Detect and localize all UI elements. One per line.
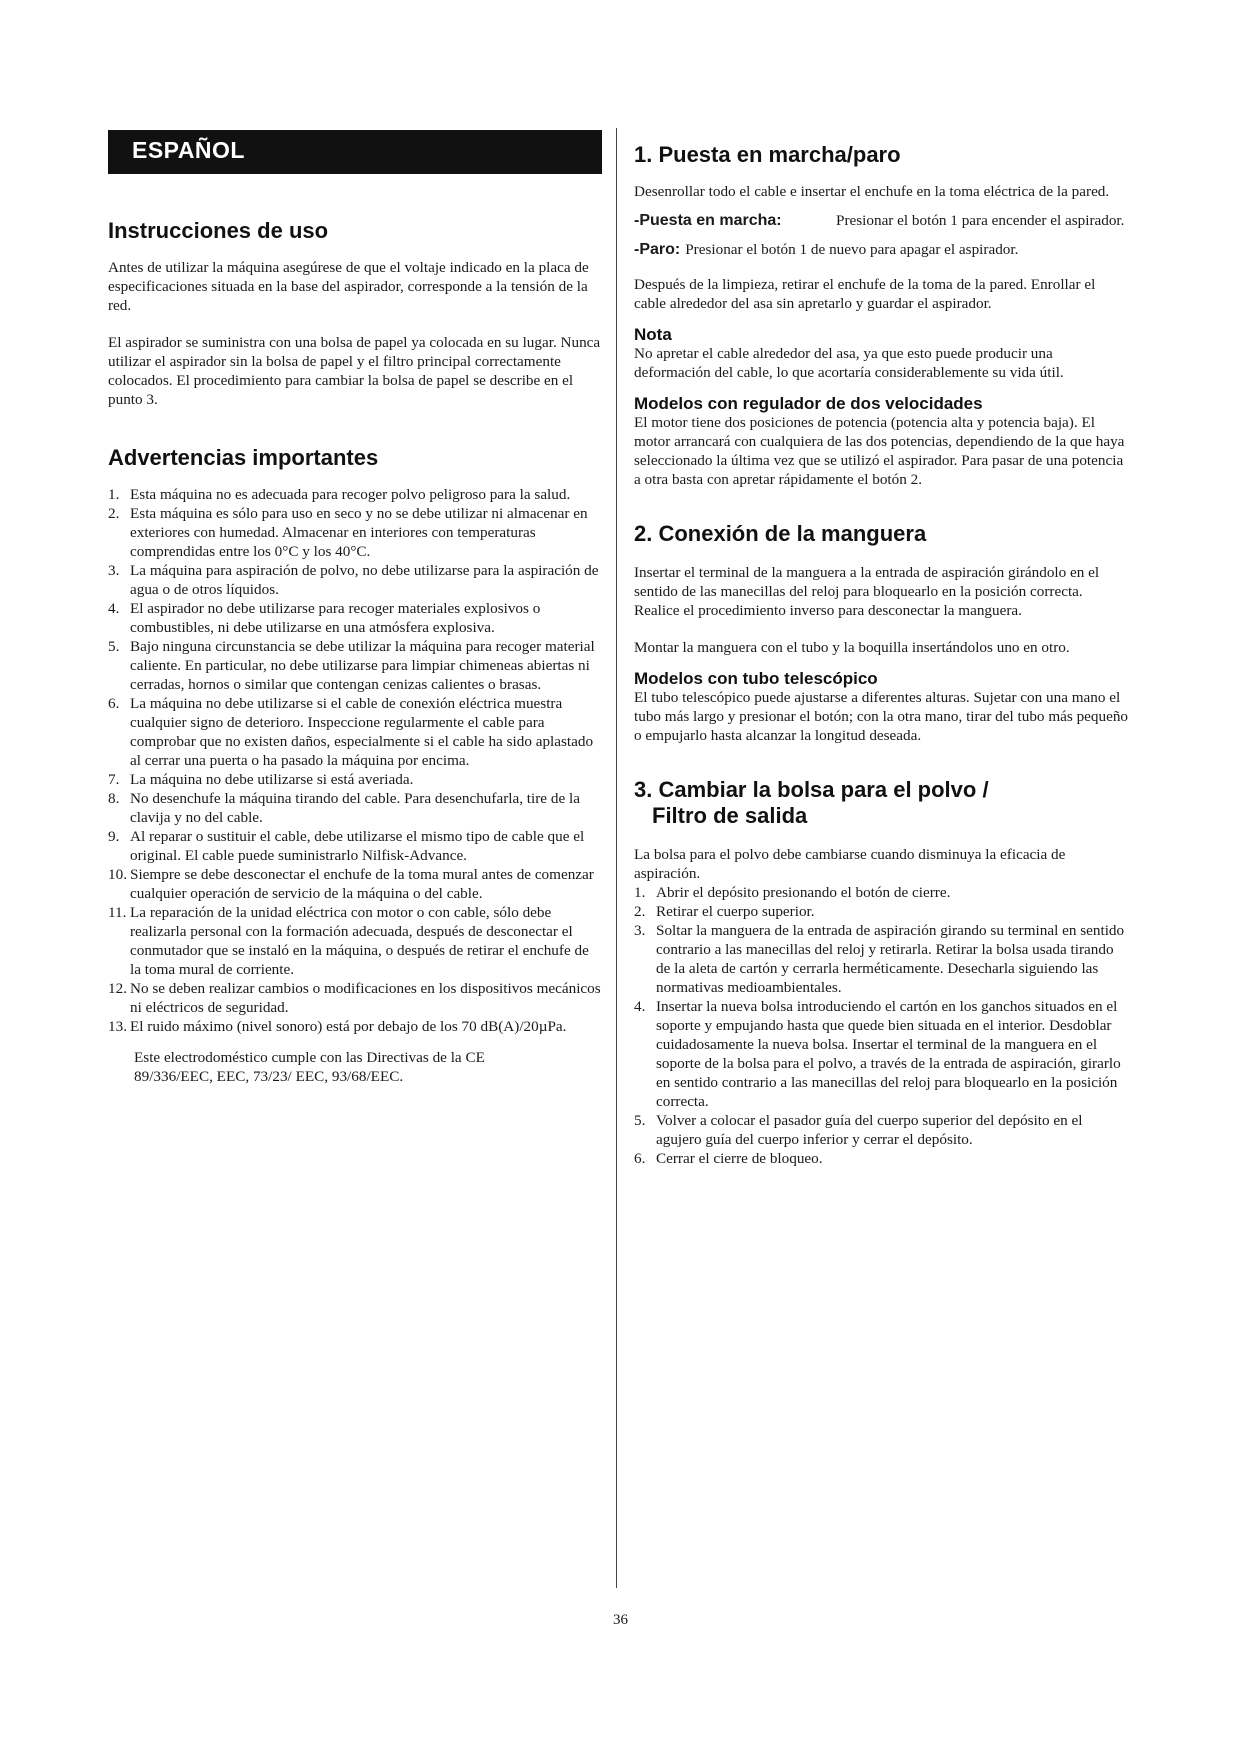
note-title: Nota: [634, 325, 672, 344]
list-item: 4. Insertar la nueva bolsa introduciendo el cartón en los ganchos situados en el soporte y empujando hasta que quede bien situada en el interior. Desdoblar cuidadosamente la nueva bolsa. Insertar el terminal de la manguera en el soporte de la bolsa para el polvo, a través de la entrada de aspiración, girarlo en sentido contrario a las manecillas del reloj para bloquearlo en la posición correcta.: [634, 998, 1121, 1110]
left-column: [108, 128, 602, 1086]
stop-instruction: [634, 240, 1130, 259]
start-text: Presionar el botón 1 para encender el aspirador.: [836, 212, 1125, 229]
warnings-title: Advertencias importantes: [108, 445, 379, 470]
list-item: 6. Cerrar el cierre de bloqueo.: [634, 1150, 823, 1167]
section-2-paragraph-1: Insertar el terminal de la manguera a la entrada de aspiración girándolo en el sentido de las manecillas del reloj para bloquearlo en la posición correcta. Realice el procedimiento inverso para desconectar la manguera.: [634, 564, 1100, 619]
two-speed-models-text: El motor tiene dos posiciones de potencia (potencia alta y potencia baja). El motor arrancará con cualquiera de las dos potencias, dependiendo de la que haya seleccionado la última vez que se utilizó el aspirador. Para pasar de una potencia a otra basta con apretar rápidamente el botón 2.: [634, 414, 1125, 488]
start-instruction: [634, 211, 1130, 230]
section-3-intro: La bolsa para el polvo debe cambiarse cuando disminuya la eficacia de aspiración.: [634, 846, 1066, 882]
list-item: 4. El aspirador no debe utilizarse para recoger materiales explosivos o combustibles, ni debe utilizarse en una atmósfera explosiva.: [108, 600, 541, 636]
list-item: 2. Retirar el cuerpo superior.: [634, 903, 815, 920]
start-label: -Puesta en marcha:: [634, 212, 782, 229]
list-item: 3. Soltar la manguera de la entrada de aspiración girando su terminal en sentido contrario a las manecillas del reloj y retirarla. Retirar la bolsa usada tirando de la aleta de cartón y cerrarla herméticamente. Desecharla siguiendo las normativas medioambientales.: [634, 922, 1125, 996]
list-item: 8. No desenchufe la máquina tirando del cable. Para desenchufarla, tire de la clavija y no del cable.: [108, 790, 580, 826]
section-3-steps: [634, 883, 1130, 1168]
two-speed-models-title: Modelos con regulador de dos velocidades: [634, 394, 983, 413]
section-1-title: 1. Puesta en marcha/paro: [634, 142, 901, 167]
list-item: 1. Esta máquina no es adecuada para recoger polvo peligroso para la salud.: [108, 486, 571, 503]
compliance-statement: Este electrodoméstico cumple con las Directivas de la CE 89/336/EEC, EEC, 73/23/ EEC, 93/68/EEC.: [134, 1049, 485, 1085]
note-text: No apretar el cable alrededor del asa, ya que esto puede producir una deformación del cable, lo que acortaría considerablemente su vida útil.: [634, 345, 1064, 381]
section-3-title: 3. Cambiar la bolsa para el polvo / Filtro de salida: [634, 777, 989, 828]
section-1-paragraph-1: Desenrollar todo el cable e insertar el enchufe en la toma eléctrica de la pared.: [634, 183, 1110, 200]
list-item: 12. No se deben realizar cambios o modificaciones en los dispositivos mecánicos ni eléctricos de seguridad.: [108, 980, 601, 1016]
list-item: 6. La máquina no debe utilizarse si el cable de conexión eléctrica muestra cualquier signo de deterioro. Inspeccione regularmente el cable para comprobar que no existen daños, especialmente si el cable ha sido aplastado al cerrar una puerta o ha pasado la máquina por encima.: [108, 695, 594, 769]
section-2-paragraph-2: Montar la manguera con el tubo y la boquilla insertándolos uno en otro.: [634, 639, 1070, 656]
list-item: 10. Siempre se debe desconectar el enchufe de la toma mural antes de comenzar cualquier operación de servicio de la máquina o del cable.: [108, 866, 594, 902]
list-item: 5. Volver a colocar el pasador guía del cuerpo superior del depósito en el agujero guía del cuerpo inferior y cerrar el depósito.: [634, 1112, 1083, 1148]
list-item: 7. La máquina no debe utilizarse si está averiada.: [108, 771, 414, 788]
stop-text: Presionar el botón 1 de nuevo para apagar el aspirador.: [685, 241, 1019, 258]
instructions-paragraph-1: Antes de utilizar la máquina asegúrese de que el voltaje indicado en la placa de especificaciones situada en la base del aspirador, corresponde a la tensión de la red.: [108, 259, 589, 314]
list-item: 2. Esta máquina es sólo para uso en seco y no se debe utilizar ni almacenar en exteriores con humedad. Almacenar en interiores con temperaturas comprendidas entre los 0°C y los 40°C.: [108, 505, 588, 560]
section-1-paragraph-2: Después de la limpieza, retirar el enchufe de la toma de la pared. Enrollar el cable alrededor del asa sin apretarlo y guardar el aspirador.: [634, 276, 1096, 312]
section-2-title: 2. Conexión de la manguera: [634, 521, 927, 546]
page-number: 36: [613, 1612, 628, 1628]
list-item: 1. Abrir el depósito presionando el botón de cierre.: [634, 884, 951, 901]
telescopic-models-title: Modelos con tubo telescópico: [634, 669, 878, 688]
stop-label: -Paro:: [634, 241, 681, 258]
list-item: 5. Bajo ninguna circunstancia se debe utilizar la máquina para recoger material caliente. En particular, no debe utilizarse para limpiar chimeneas abiertas ni cerradas, hornos o similar que contengan cenizas calientes o brasas.: [108, 638, 595, 693]
right-column: [634, 128, 1130, 1168]
list-item: 9. Al reparar o sustituir el cable, debe utilizarse el mismo tipo de cable que el original. El cable puede suministrarlo Nilfisk-Advance.: [108, 828, 585, 864]
instructions-paragraph-2: El aspirador se suministra con una bolsa de papel ya colocada en su lugar. Nunca utilizar el aspirador sin la bolsa de papel y el filtro principal correctamente colocados. El procedimiento para cambiar la bolsa de papel se describe en el punto 3.: [108, 334, 601, 408]
warnings-list: [108, 485, 602, 1036]
list-item: 13. El ruido máximo (nivel sonoro) está por debajo de los 70 dB(A)/20µPa.: [108, 1018, 567, 1035]
column-divider: [616, 128, 617, 1588]
telescopic-models-text: El tubo telescópico puede ajustarse a diferentes alturas. Sujetar con una mano el tubo más largo y presionar el botón; con la otra mano, tirar del tubo más pequeño o empujarlo hasta alcanzar la longitud deseada.: [634, 689, 1129, 744]
language-header: ESPAÑOL: [108, 130, 602, 174]
list-item: 11. La reparación de la unidad eléctrica con motor o con cable, sólo debe realizarla personal con la formación adecuada, después de desconectar el conmutador que se instaló en la máquina, o después de retirar el enchufe de la toma mural de corriente.: [108, 904, 589, 978]
instructions-title: Instrucciones de uso: [108, 218, 329, 243]
list-item: 3. La máquina para aspiración de polvo, no debe utilizarse para la aspiración de agua o de otros líquidos.: [108, 562, 599, 598]
